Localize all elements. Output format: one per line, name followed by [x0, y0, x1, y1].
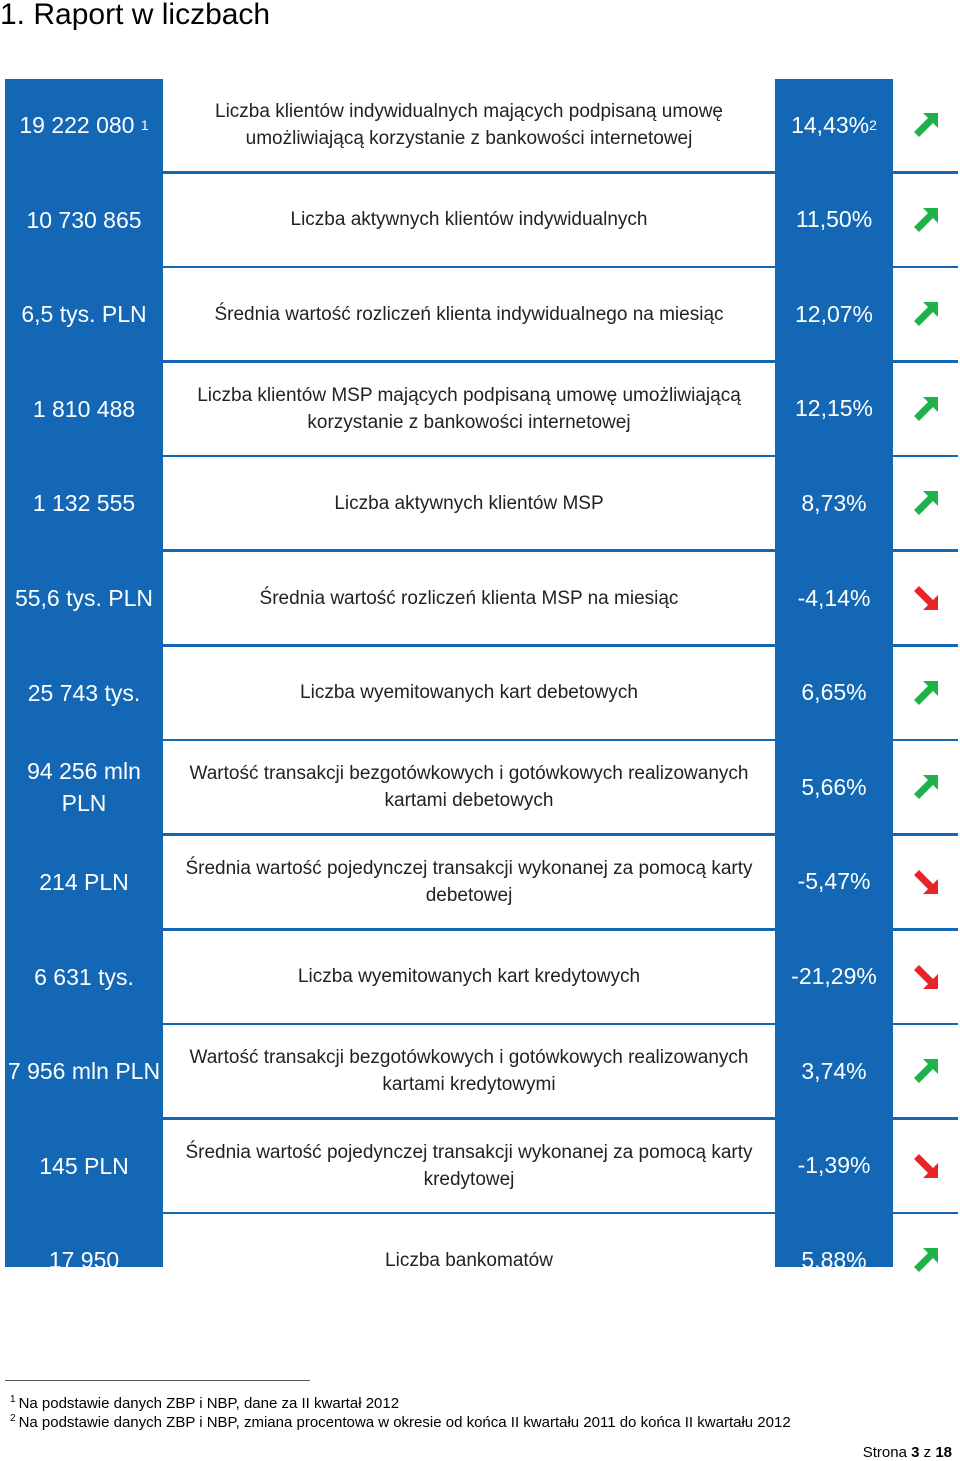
- stat-value: 94 256 mln PLN: [27, 758, 141, 817]
- page-title: 1. Raport w liczbach: [0, 0, 271, 31]
- trend-up-arrow-icon: [893, 268, 958, 360]
- stat-value: 10 730 865: [26, 206, 142, 233]
- trend-down-arrow-icon: [893, 1120, 958, 1212]
- stat-description: Średnia wartość rozliczeń klienta indywidualnego na miesiąc: [163, 268, 775, 360]
- stat-change: 14,43% 2: [791, 111, 877, 138]
- stat-description: Liczba aktywnych klientów indywidualnych: [163, 174, 775, 266]
- stat-change: 5,88%: [801, 1246, 867, 1273]
- stat-description: Liczba wyemitowanych kart debetowych: [163, 647, 775, 739]
- stat-row: [5, 1120, 958, 1212]
- trend-up-arrow-icon: [893, 79, 958, 171]
- stat-change: -21,29%: [791, 963, 877, 990]
- trend-down-arrow-icon: [893, 931, 958, 1023]
- stat-row: [5, 363, 958, 455]
- page-number: Strona 3 z 18: [862, 1444, 952, 1461]
- stat-row: [5, 931, 958, 1023]
- stat-description: Liczba bankomatów: [163, 1214, 775, 1306]
- trend-up-arrow-icon: [893, 363, 958, 455]
- stat-description: Liczba klientów indywidualnych mających podpisaną umowę umożliwiającą korzystanie z bankowości internetowej: [163, 79, 775, 171]
- stat-row: [5, 79, 958, 171]
- trend-down-arrow-icon: [893, 552, 958, 644]
- stat-change: 8,73%: [801, 489, 867, 516]
- trend-up-arrow-icon: [893, 741, 958, 833]
- stat-row: [5, 741, 958, 833]
- stat-value: 145 PLN: [39, 1152, 129, 1179]
- stat-description: Liczba klientów MSP mających podpisaną umowę umożliwiającą korzystanie z bankowości internetowej: [163, 363, 775, 455]
- trend-up-arrow-icon: [893, 457, 958, 549]
- stat-row: [5, 836, 958, 928]
- trend-up-arrow-icon: [893, 174, 958, 266]
- stat-change: 6,65%: [801, 679, 867, 706]
- stat-description: Średnia wartość pojedynczej transakcji wykonanej za pomocą karty debetowej: [163, 836, 775, 928]
- stat-row: [5, 647, 958, 739]
- stat-change: -4,14%: [797, 584, 871, 611]
- stat-value: 25 743 tys.: [27, 679, 141, 706]
- stat-value: 6 631 tys.: [34, 963, 134, 990]
- stat-value: 19 222 080 1: [19, 112, 149, 138]
- stat-description: Wartość transakcji bezgotówkowych i gotówkowych realizowanych kartami kredytowymi: [163, 1025, 775, 1117]
- trend-down-arrow-icon: [893, 836, 958, 928]
- stat-change: 3,74%: [801, 1057, 867, 1084]
- stat-value: 1 810 488: [32, 395, 136, 422]
- stat-row: [5, 174, 958, 266]
- footnote-1: $^1$ Na podstawie danych ZBP i NBP, dane za II kwartał 2012: [10, 1394, 400, 1412]
- stat-change: 11,50%: [795, 206, 873, 233]
- stat-row: [5, 552, 958, 644]
- stat-description: Liczba wyemitowanych kart kredytowych: [163, 931, 775, 1023]
- stat-description: Średnia wartość pojedynczej transakcji wykonanej za pomocą karty kredytowej: [163, 1120, 775, 1212]
- stat-description: Średnia wartość rozliczeń klienta MSP na miesiąc: [163, 552, 775, 644]
- stat-description: Wartość transakcji bezgotówkowych i gotówkowych realizowanych kartami debetowych: [163, 741, 775, 833]
- stats-panel: [5, 79, 958, 1274]
- footnote-2: $^2$ Na podstawie danych ZBP i NBP, zmiana procentowa w okresie od końca II kwartału 2011 do końca II kwartału 2012: [10, 1413, 791, 1431]
- trend-up-arrow-icon: [893, 1214, 958, 1306]
- stat-change: 12,15%: [794, 395, 873, 422]
- stat-change: -5,47%: [797, 868, 871, 895]
- footnote-divider: [5, 1380, 310, 1381]
- stat-change: -1,39%: [797, 1152, 871, 1179]
- stat-value: 6,5 tys. PLN: [21, 301, 147, 328]
- stat-description: Liczba aktywnych klientów MSP: [163, 457, 775, 549]
- stat-change: 5,66%: [801, 773, 867, 800]
- trend-up-arrow-icon: [893, 1025, 958, 1117]
- stat-value: 17 950: [48, 1247, 120, 1274]
- stat-value: 1 132 555: [32, 490, 136, 517]
- trend-up-arrow-icon: [893, 647, 958, 739]
- stat-value: 55,6 tys. PLN: [14, 585, 154, 612]
- stat-row: [5, 457, 958, 549]
- stat-row: [5, 268, 958, 360]
- stat-row: [5, 1214, 958, 1306]
- stat-change: 12,07%: [794, 300, 873, 327]
- stat-value: 7 956 mln PLN: [7, 1058, 161, 1085]
- stat-value: 214 PLN: [39, 868, 129, 895]
- stat-row: [5, 1025, 958, 1117]
